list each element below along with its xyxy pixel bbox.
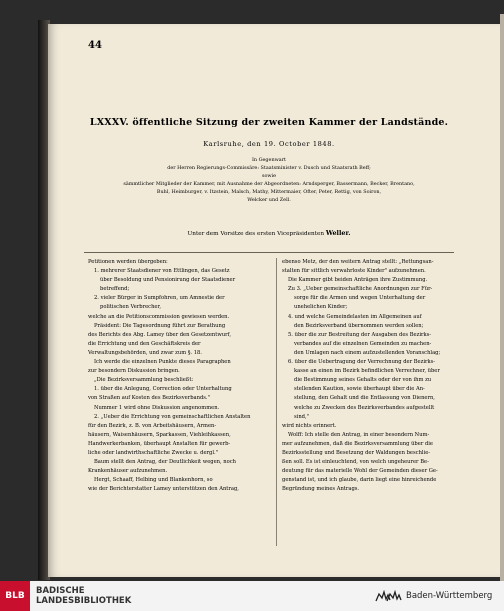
section-divider [84,252,454,253]
text-line: des Berichts des Abg. Lamey über den Gesetzentwurf, [88,331,232,338]
text-line: die Bestimmung seines Gehalts oder der von ihm zu [294,377,432,384]
text-line: betreffend; [100,286,130,293]
text-line: mer aufzunehmen, daß die Bezirksversammlung über die [282,440,434,447]
text-line: Hergt, Schaaff, Helbing und Blankenhorn, so [94,477,213,484]
text-line: Ich werde die einzelnen Punkte dieses Paragraphen [94,359,231,366]
ministers-line: der Herren Regierungs-Commissäre: Staatsminister v. Dusch und Staatsrath Beff; [167,165,371,171]
text-line: genstand ist, und ich glaube, darin liegt eine hinreichende [282,477,437,484]
text-line: Verwaltungsbehörden, und zwar zum §. 18. [88,349,202,356]
text-line: sind," [294,413,310,420]
presidency-prefix: Unter dem Vorsitze des ersten Vicepräsidenten [187,231,324,237]
members-line-1: sämmtlicher Mitglieder der Kammer, mit Ausnahme der Abgeordneten: Arndsperger, Bassermann, Becker, Brentano, [123,181,415,187]
text-line: „Die Bezirksversammlung beschließt: [94,377,194,384]
bw-name[interactable]: Baden-Württemberg [406,591,493,601]
session-title: LXXXV. öffentliche Sitzung der zweiten Kammer der Landstände. [89,117,449,128]
text-line: Petitionen werden übergeben: [88,259,168,265]
text-line: 2. „Ueber die Errichtung von gemeinschaftlichen Anstalten [94,413,251,420]
text-line: von Straßen auf Kosten des Bezirksverbands." [88,395,210,402]
text-line: Die Kammer gibt beiden Anträgen ihre Zustimmung. [288,277,428,284]
text-line: über Besoldung und Pensionirung der Staatsdiener [100,277,236,284]
text-line: Präsident: Die Tagesordnung führt zur Berathung [94,322,226,329]
text-line: Begründung meines Antrags. [282,486,360,493]
text-line: unehelichen Kinder; [294,304,348,311]
blb-name-line-1: BADISCHE [36,586,85,596]
blb-name-line-2: LANDESBIBLIOTHEK [36,596,132,606]
text-line: ebenso Metz, der den weitern Antrag stellt: „Rettungsan- [282,259,434,265]
text-line: Baum stellt den Antrag, der Deutlichkeit wegen, noch [94,459,237,466]
right-column [282,258,454,494]
text-line: ßen soll. Es ist einleuchtend, von welch ungeheurer Be- [282,459,429,466]
presence-label: In Gegenwart [251,157,287,163]
text-line: wird nichts erinnert. [282,422,337,429]
president-name: Weller. [325,229,351,237]
footer-bar [0,581,504,611]
text-line: 6. über die Uebertragung der Verrechnung der Bezirks- [288,359,436,366]
text-line: 1. über die Anlegung, Correction oder Unterhaltung [94,386,232,393]
sowie-line: sowie [261,173,277,179]
text-line: Wolff: Ich stelle den Antrag, in einer besondern Num- [288,431,430,438]
text-line: liche oder landwirthschaftliche Zwecke u. dergl." [88,449,219,456]
text-line: stellung, den Gehalt und die Entlassung von Dienern, [294,395,435,402]
page-edge [500,14,504,584]
text-line: den Bezirksverband übernommen werden sollen; [294,322,424,329]
text-line: Nummer 1 wird ohne Diskussion angenommen. [94,404,220,411]
blb-name[interactable] [36,586,131,606]
text-line: kasse an einen im Bezirk befindlichen Verrechner, über [294,368,440,375]
text-line: welche an die Petitionscommission gewiesen werden. [88,313,230,320]
text-line: die Errichtung und den Geschäftskreis der [88,340,201,347]
text-line: deutung für das materielle Wohl der Gemeinden dieser Ge- [282,468,438,475]
left-column [88,258,270,494]
text-line: stalten für sittlich verwahrloste Kinder" aufzunehmen. [282,268,426,275]
lion-crest-icon [374,588,402,604]
text-line: welche zu Zwecken des Bezirksverbandes aufgestellt [294,404,435,411]
text-line: zur besondern Diskussion bringen. [88,368,180,375]
text-line: Zu 3. „Ueber gemeinschaftliche Anordnungen zur Für- [288,286,433,293]
session-dateline: Karlsruhe, den 19. October 1848. [203,140,335,148]
text-line: Krankenhäuser aufzunehmen. [88,468,168,475]
text-line: verbandes auf die einzelnen Gemeinden zu machen- [294,340,432,347]
column-divider [276,258,277,546]
blb-logo[interactable]: BLB [0,581,30,611]
text-line: sorge für die Armen und wegen Unterhaltung der [294,295,426,302]
text-line: 5. über die zur Bestreitung der Ausgaben des Bezirks- [288,331,432,338]
text-line: stellenden Kaution, sowie überhaupt über die An- [294,386,425,393]
text-line: politischen Verbrecher, [100,304,162,311]
text-line: 2. vieler Bürger in Sumpfohren, um Amnestie der [94,295,225,302]
text-line: wie der Berichterstatter Lamey unterstützen den Antrag, [88,486,239,493]
page-number: 44 [88,40,102,51]
presidency-line [84,229,454,237]
text-line: den Umlagen nach einem aufzustellenden Voranschlag; [294,349,441,356]
text-line: häusern, Waisenhäusern, Sparkassen, Viehleihkassen, [88,431,231,438]
text-line: für den Bezirk, z. B. von Arbeitshäusern, Armen- [88,422,217,429]
text-line: Handwerkerbanken, überhaupt Anstalten für gewerb- [88,440,231,447]
text-line: Bezirksstellung und Besetzung der Waldungen beschlie- [282,449,431,456]
members-line-3: Welcker und Zell. [247,197,291,203]
members-line-2: Buhl, Heimburger, v. Itzstein, Malsch, Mathy, Mittermaier, Ofter, Peter, Rettig, von Soiron, [156,189,382,195]
text-line: 1. mehrerer Staatsdiener von Ettlingen, das Gesetz [94,268,230,275]
text-line: 4. und welche Gemeindelasten im Allgemeinen auf [288,313,422,320]
